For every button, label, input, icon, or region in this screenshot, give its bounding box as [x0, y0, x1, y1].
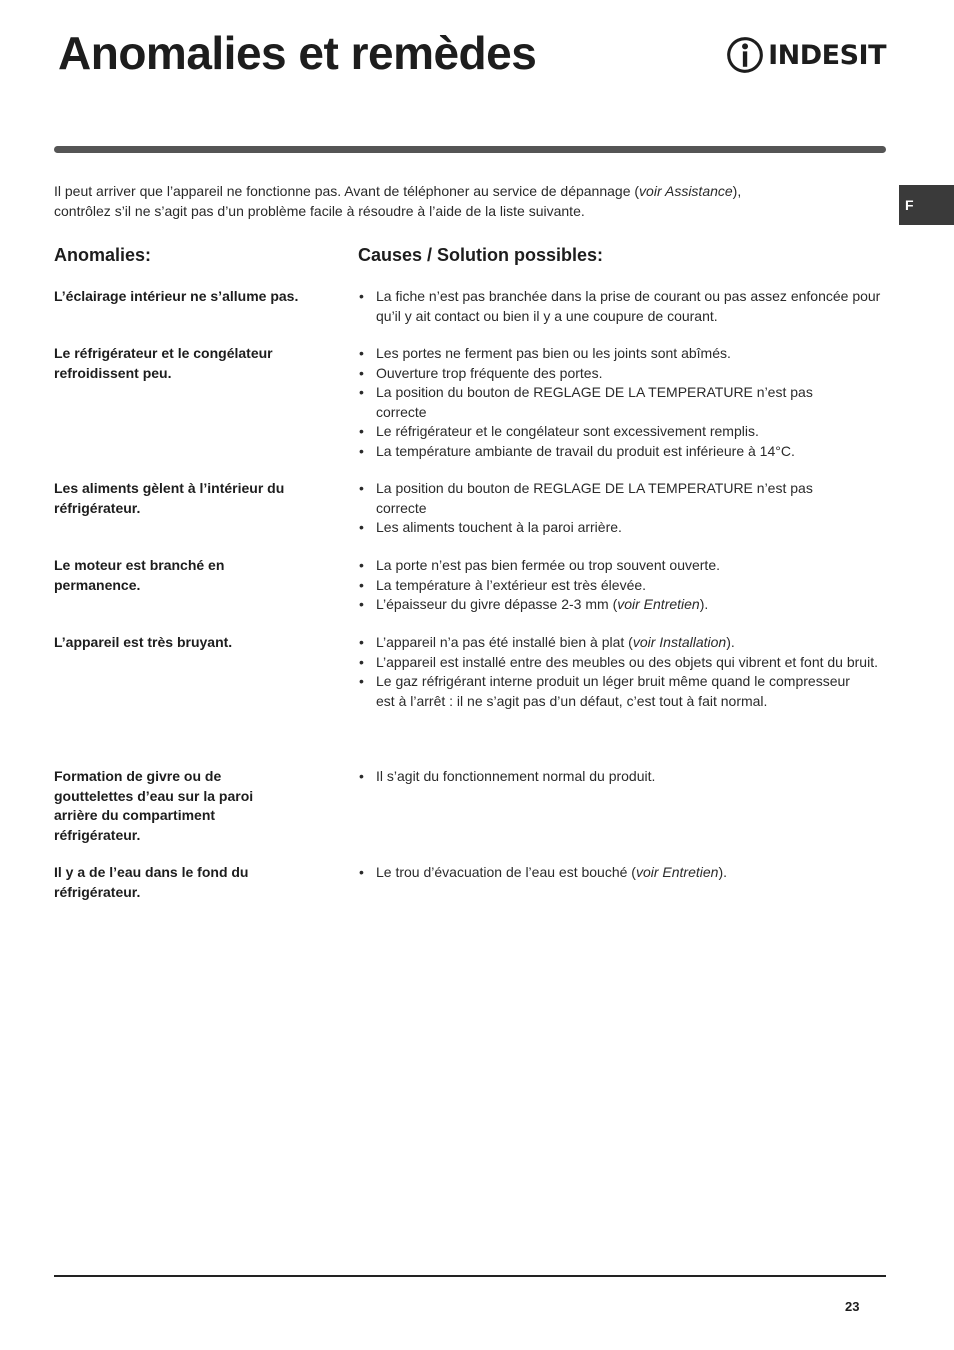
causes-list [358, 344, 886, 461]
cause-item: • Ouverture trop fréquente des portes. [358, 364, 886, 384]
cause-reference: voir Entretien [635, 864, 719, 880]
page-title: Anomalies et remèdes [58, 27, 537, 79]
causes-list [358, 287, 886, 326]
cause-item: • La position du bouton de REGLAGE DE LA TEMPERATURE n’est pas correcte [358, 479, 861, 518]
causes-heading: Causes / Solution possibles: [358, 245, 604, 265]
cause-item: • L’appareil est installé entre des meubles ou des objets qui vibrent et font du bruit. [358, 653, 886, 673]
intro-reference: voir Assistance [639, 183, 733, 199]
cause-item: • L’appareil n’a pas été installé bien à plat (voir Installation). [358, 633, 886, 653]
cause-item: • La position du bouton de REGLAGE DE LA TEMPERATURE n’est pas correcte [358, 383, 861, 422]
problem-text: Les aliments gèlent à l’intérieur du réfrigérateur. [54, 480, 285, 516]
problem-text: Il y a de l’eau dans le fond du réfrigérateur. [54, 864, 249, 900]
causes-list [358, 556, 886, 615]
problem-text: L’éclairage intérieur ne s’allume pas. [54, 288, 299, 304]
language-tab: F [899, 185, 954, 225]
causes-list [358, 767, 886, 787]
causes-list [358, 863, 886, 883]
footer-rule [54, 1275, 886, 1277]
cause-item: • La température à l’extérieur est très élevée. [358, 576, 886, 596]
cause-item: • Le gaz réfrigérant interne produit un léger bruit même quand le compresseur est à l’arrêt : il ne s’agit pas d’un défaut, c’est tout à fait normal. [358, 672, 861, 711]
cause-item: • La température ambiante de travail du produit est inférieure à 14°C. [358, 442, 886, 462]
cause-item: • Le trou d’évacuation de l’eau est bouché (voir Entretien). [358, 863, 886, 883]
intro-line-1: Il peut arriver que l’appareil ne fonctionne pas. Avant de téléphoner au service de dépannage (voir Assistance), [54, 183, 742, 199]
cause-item: • L’épaisseur du givre dépasse 2-3 mm (voir Entretien). [358, 595, 886, 615]
cause-reference: voir Entretien [617, 596, 700, 612]
problems-heading: Anomalies: [54, 245, 152, 265]
cause-item: • Il s’agit du fonctionnement normal du produit. [358, 767, 886, 787]
brand-wordmark: INDESIT [768, 39, 886, 71]
header-rule [54, 146, 886, 153]
cause-reference: voir Installation [632, 634, 727, 650]
page-number: 23 [845, 1299, 860, 1314]
intro-line-2: contrôlez s’il ne s’agit pas d’un problème facile à résoudre à l’aide de la liste suivante. [54, 203, 585, 219]
cause-item: • Le réfrigérateur et le congélateur sont excessivement remplis. [358, 422, 886, 442]
cause-item: • La fiche n’est pas branchée dans la prise de courant ou pas assez enfoncée pour qu’il y ait contact ou bien il y a une coupure de courant. [358, 287, 886, 326]
causes-list [358, 479, 886, 538]
problem-text: L’appareil est très bruyant. [54, 634, 233, 650]
cause-item: • La porte n’est pas bien fermée ou trop souvent ouverte. [358, 556, 886, 576]
intro-text [54, 181, 874, 221]
problem-text: Le moteur est branché en permanence. [54, 557, 225, 593]
causes-list [358, 633, 886, 711]
problem-text: Le réfrigérateur et le congélateur refroidissent peu. [54, 345, 273, 381]
indesit-i-icon [726, 34, 764, 76]
cause-item: • Les portes ne ferment pas bien ou les joints sont abîmés. [358, 344, 886, 364]
brand-logo [726, 34, 886, 76]
problem-text: Formation de givre ou de gouttelettes d’eau sur la paroi arrière du compartiment réfrigérateur. [54, 768, 254, 843]
cause-item: • Les aliments touchent à la paroi arrière. [358, 518, 886, 538]
